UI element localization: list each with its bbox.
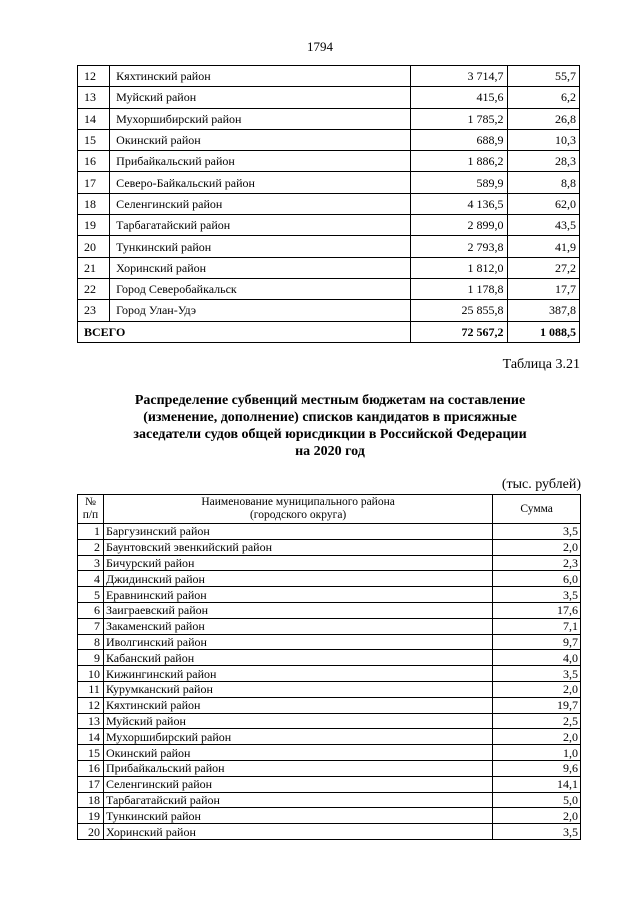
- district-name: Кабанский район: [103, 650, 492, 666]
- column-header-number: [78, 495, 104, 524]
- district-name: Муйский район: [110, 87, 410, 108]
- table-row: [78, 300, 580, 321]
- value-share: 6,2: [507, 87, 579, 108]
- table-row: [78, 666, 581, 682]
- value-share: 43,5: [507, 215, 579, 236]
- value-total: 1 178,8: [410, 278, 507, 299]
- value-total: 589,9: [410, 172, 507, 193]
- row-number: 13: [78, 87, 110, 108]
- district-name: Муйский район: [103, 713, 492, 729]
- table-row: [78, 729, 581, 745]
- row-number: 8: [78, 634, 104, 650]
- table-row: [78, 650, 581, 666]
- row-number: 10: [78, 666, 104, 682]
- table-row: [78, 587, 581, 603]
- table-row: [78, 524, 581, 540]
- table-heading-line: на 2020 год: [295, 444, 365, 459]
- value-total: 4 136,5: [410, 193, 507, 214]
- table-row: [78, 555, 581, 571]
- district-name: Мухоршибирский район: [110, 108, 410, 129]
- district-name: Селенгинский район: [110, 193, 410, 214]
- district-name: Кяхтинский район: [103, 697, 492, 713]
- table-row: [78, 193, 580, 214]
- district-name: Тарбагатайский район: [103, 792, 492, 808]
- subsidy-sum: 14,1: [493, 776, 581, 792]
- subsidy-sum: 19,7: [493, 697, 581, 713]
- table-heading-line: (изменение, дополнение) списков кандидатов в присяжные: [143, 410, 517, 425]
- row-number: 17: [78, 776, 104, 792]
- row-number: 15: [78, 745, 104, 761]
- district-name: Бичурский район: [103, 555, 492, 571]
- row-number: 6: [78, 602, 104, 618]
- row-number: 5: [78, 587, 104, 603]
- subsidy-sum: 2,0: [493, 808, 581, 824]
- row-number: 19: [78, 215, 110, 236]
- subsidy-sum: 3,5: [493, 824, 581, 840]
- subsidy-sum: 7,1: [493, 618, 581, 634]
- district-name: Кяхтинский район: [110, 66, 410, 87]
- district-name: Курумканский район: [103, 681, 492, 697]
- row-number: 18: [78, 193, 110, 214]
- value-share: 10,3: [507, 129, 579, 150]
- value-share: 55,7: [507, 66, 579, 87]
- row-number: 17: [78, 172, 110, 193]
- row-number: 20: [78, 236, 110, 257]
- district-name: Город Северобайкальск: [110, 278, 410, 299]
- table-row: [78, 236, 580, 257]
- district-name: Окинский район: [103, 745, 492, 761]
- district-name: Баунтовский эвенкийский район: [103, 539, 492, 555]
- table-row: [78, 278, 580, 299]
- units-label: (тыс. рублей): [501, 477, 581, 492]
- value-total: 25 855,8: [410, 300, 507, 321]
- table-row: [78, 618, 581, 634]
- subsidy-sum: 2,3: [493, 555, 581, 571]
- value-share: 8,8: [507, 172, 579, 193]
- table-row: [78, 66, 580, 87]
- row-number: 2: [78, 539, 104, 555]
- district-name: Джидинский район: [103, 571, 492, 587]
- table-row: [78, 151, 580, 172]
- district-name: Окинский район: [110, 129, 410, 150]
- table-row: [78, 808, 581, 824]
- value-share: 28,3: [507, 151, 579, 172]
- table-row: [78, 776, 581, 792]
- value-share: 17,7: [507, 278, 579, 299]
- value-total: 688,9: [410, 129, 507, 150]
- jurors-subsidy-table: [77, 494, 581, 840]
- column-header-name: [103, 495, 492, 524]
- value-share: 387,8: [507, 300, 579, 321]
- total-share: 1 088,5: [507, 321, 579, 342]
- district-name: Закаменский район: [103, 618, 492, 634]
- row-number: 19: [78, 808, 104, 824]
- row-number: 4: [78, 571, 104, 587]
- value-total: 3 714,7: [410, 66, 507, 87]
- value-share: 26,8: [507, 108, 579, 129]
- district-name: Кижингинский район: [103, 666, 492, 682]
- table-row: [78, 634, 581, 650]
- column-header-number-line: п/п: [82, 509, 99, 521]
- table-row: [78, 539, 581, 555]
- value-total: 1 785,2: [410, 108, 507, 129]
- row-number: 16: [78, 760, 104, 776]
- row-number: 9: [78, 650, 104, 666]
- subsidy-sum: 9,6: [493, 760, 581, 776]
- table-row: [78, 697, 581, 713]
- table-row: [78, 215, 580, 236]
- value-total: 2 899,0: [410, 215, 507, 236]
- value-total: 1 886,2: [410, 151, 507, 172]
- row-number: 16: [78, 151, 110, 172]
- district-name: Прибайкальский район: [103, 760, 492, 776]
- value-share: 62,0: [507, 193, 579, 214]
- subsidy-sum: 6,0: [493, 571, 581, 587]
- row-number: 7: [78, 618, 104, 634]
- subsidy-table-continued: [77, 65, 580, 343]
- row-number: 1: [78, 524, 104, 540]
- row-number: 14: [78, 108, 110, 129]
- table-row: [78, 681, 581, 697]
- table-row: [78, 824, 581, 840]
- district-name: Тункинский район: [103, 808, 492, 824]
- table-row: [78, 87, 580, 108]
- table-heading-line: Распределение субвенций местным бюджетам на составление: [134, 393, 526, 408]
- row-number: 22: [78, 278, 110, 299]
- subsidy-sum: 4,0: [493, 650, 581, 666]
- column-header-number-line: №: [84, 496, 96, 508]
- table-row: [78, 760, 581, 776]
- district-name: Тункинский район: [110, 236, 410, 257]
- subsidy-sum: 3,5: [493, 587, 581, 603]
- total-row: [78, 321, 580, 342]
- row-number: 20: [78, 824, 104, 840]
- value-total: 1 812,0: [410, 257, 507, 278]
- district-name: Хоринский район: [110, 257, 410, 278]
- column-header-name-line: Наименование муниципального района: [201, 496, 395, 508]
- value-share: 27,2: [507, 257, 579, 278]
- row-number: 3: [78, 555, 104, 571]
- table-row: [78, 571, 581, 587]
- table-row: [78, 713, 581, 729]
- jurors-subsidy-table-body: [78, 524, 581, 840]
- table-row: [78, 172, 580, 193]
- subsidy-table-continued-body: [78, 66, 580, 343]
- value-total: 2 793,8: [410, 236, 507, 257]
- page-number: 1794: [307, 39, 333, 54]
- table-row: [78, 745, 581, 761]
- table-caption: Таблица 3.21: [502, 357, 580, 372]
- table-row: [78, 129, 580, 150]
- district-name: Прибайкальский район: [110, 151, 410, 172]
- table-row: [78, 792, 581, 808]
- district-name: Город Улан-Удэ: [110, 300, 410, 321]
- subsidy-sum: 2,0: [493, 729, 581, 745]
- subsidy-sum: 5,0: [493, 792, 581, 808]
- subsidy-sum: 2,0: [493, 539, 581, 555]
- subsidy-sum: 3,5: [493, 666, 581, 682]
- total-value: 72 567,2: [410, 321, 507, 342]
- total-label: ВСЕГО: [78, 321, 411, 342]
- district-name: Заиграевский район: [103, 602, 492, 618]
- row-number: 21: [78, 257, 110, 278]
- row-number: 12: [78, 697, 104, 713]
- district-name: Иволгинский район: [103, 634, 492, 650]
- row-number: 23: [78, 300, 110, 321]
- table-heading-line: заседатели судов общей юрисдикции в Российской Федерации: [133, 427, 527, 442]
- row-number: 18: [78, 792, 104, 808]
- row-number: 13: [78, 713, 104, 729]
- subsidy-sum: 9,7: [493, 634, 581, 650]
- subsidy-sum: 17,6: [493, 602, 581, 618]
- column-header-name-line: (городского округа): [249, 509, 347, 521]
- district-name: Еравнинский район: [103, 587, 492, 603]
- district-name: Хоринский район: [103, 824, 492, 840]
- district-name: Северо-Байкальский район: [110, 172, 410, 193]
- row-number: 12: [78, 66, 110, 87]
- table-row: [78, 108, 580, 129]
- district-name: Тарбагатайский район: [110, 215, 410, 236]
- table-row: [78, 257, 580, 278]
- district-name: Селенгинский район: [103, 776, 492, 792]
- table-header-row: [78, 495, 581, 524]
- subsidy-sum: 3,5: [493, 524, 581, 540]
- subsidy-sum: 2,0: [493, 681, 581, 697]
- subsidy-sum: 1,0: [493, 745, 581, 761]
- table-row: [78, 602, 581, 618]
- row-number: 14: [78, 729, 104, 745]
- district-name: Баргузинский район: [103, 524, 492, 540]
- row-number: 15: [78, 129, 110, 150]
- column-header-sum: Сумма: [493, 495, 581, 524]
- subsidy-sum: 2,5: [493, 713, 581, 729]
- district-name: Мухоршибирский район: [103, 729, 492, 745]
- row-number: 11: [78, 681, 104, 697]
- value-share: 41,9: [507, 236, 579, 257]
- value-total: 415,6: [410, 87, 507, 108]
- table-heading: [100, 392, 560, 460]
